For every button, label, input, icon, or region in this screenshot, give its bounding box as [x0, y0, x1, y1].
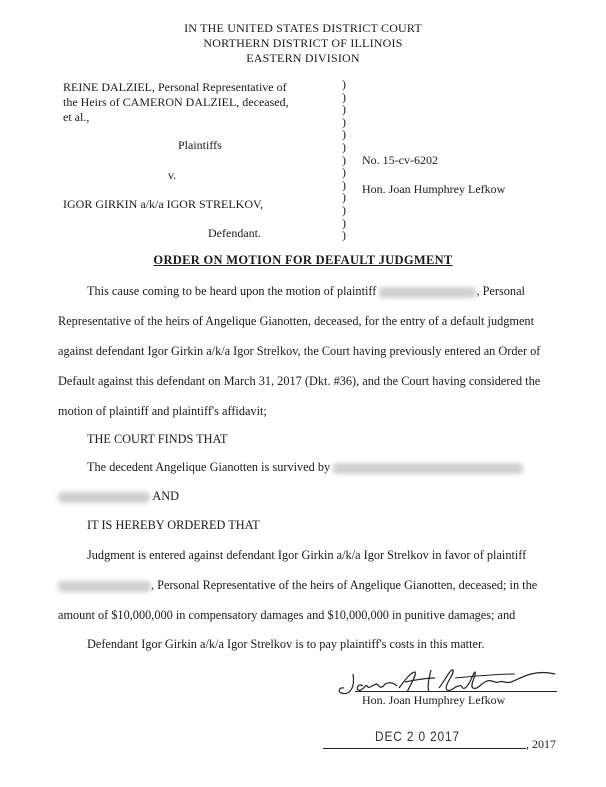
signature-line	[355, 691, 557, 692]
court-name: IN THE UNITED STATES DISTRICT COURT	[184, 21, 422, 35]
court-finds-heading: THE COURT FINDS THAT	[87, 432, 228, 446]
date-year: , 2017	[526, 737, 556, 751]
case-number: No. 15-cv-6202	[362, 153, 438, 167]
plaintiffs-label: Plaintiffs	[178, 138, 222, 152]
redacted-survivors-cont	[58, 492, 150, 503]
paragraph-1-line-2: Representative of the heirs of Angelique Gianotten, deceased, for the entry of a default judgment	[58, 314, 534, 328]
paragraph-1-line-3: against defendant Igor Girkin a/k/a Igor Strelkov, the Court having previously entered an Order of	[58, 344, 541, 358]
paragraph-3-line-3: amount of $10,000,000 in compensatory damages and $10,000,000 in punitive damages; and	[58, 608, 516, 622]
redacted-plaintiff-name	[379, 287, 476, 298]
court-district: NORTHERN DISTRICT OF ILLINOIS	[203, 36, 403, 50]
paragraph-2-line-2: AND	[58, 489, 179, 504]
ordered-heading: IT IS HEREBY ORDERED THAT	[87, 518, 260, 532]
judge-name: Hon. Joan Humphrey Lefkow	[362, 182, 506, 196]
signer-name: Hon. Joan Humphrey Lefkow	[362, 693, 506, 707]
plaintiff-line-2: the Heirs of CAMERON DALZIEL, deceased,	[63, 95, 289, 109]
caption-bracket: ) ) ) ) ) ) ) ) ) ) ) ) )	[342, 77, 346, 243]
paragraph-1-line-4: Default against this defendant on March 31, 2017 (Dkt. #36), and the Court having considered the	[58, 374, 541, 388]
plaintiff-line-3: et al.,	[63, 110, 90, 124]
order-title: ORDER ON MOTION FOR DEFAULT JUDGMENT	[153, 253, 453, 267]
defendant-label: Defendant.	[208, 226, 261, 240]
versus-label: v.	[168, 168, 177, 182]
date-line	[323, 748, 526, 749]
paragraph-3-line-2: , Personal Representative of the heirs of Angelique Gianotten, deceased; in the	[58, 578, 537, 593]
paragraph-1-line-1: This cause coming to be heard upon the motion of plaintiff , Personal	[87, 284, 525, 298]
paragraph-2-line-1: The decedent Angelique Gianotten is survived by	[87, 460, 523, 475]
paragraph-1-line-5: motion of plaintiff and plaintiff's affidavit;	[58, 404, 267, 418]
date-stamp: DEC 2 0 2017	[375, 728, 460, 744]
paragraph-4: Defendant Igor Girkin a/k/a Igor Strelkov is to pay plaintiff's costs in this matter.	[87, 637, 485, 651]
redacted-survivors	[333, 463, 523, 474]
defendant-name: IGOR GIRKIN a/k/a IGOR STRELKOV,	[63, 197, 264, 211]
paragraph-3-line-1: Judgment is entered against defendant Igor Girkin a/k/a Igor Strelkov in favor of plaintiff	[87, 548, 527, 562]
court-division: EASTERN DIVISION	[246, 51, 360, 65]
redacted-plaintiff-name-2	[58, 581, 151, 592]
plaintiff-line-1: REINE DALZIEL, Personal Representative of	[63, 80, 287, 94]
